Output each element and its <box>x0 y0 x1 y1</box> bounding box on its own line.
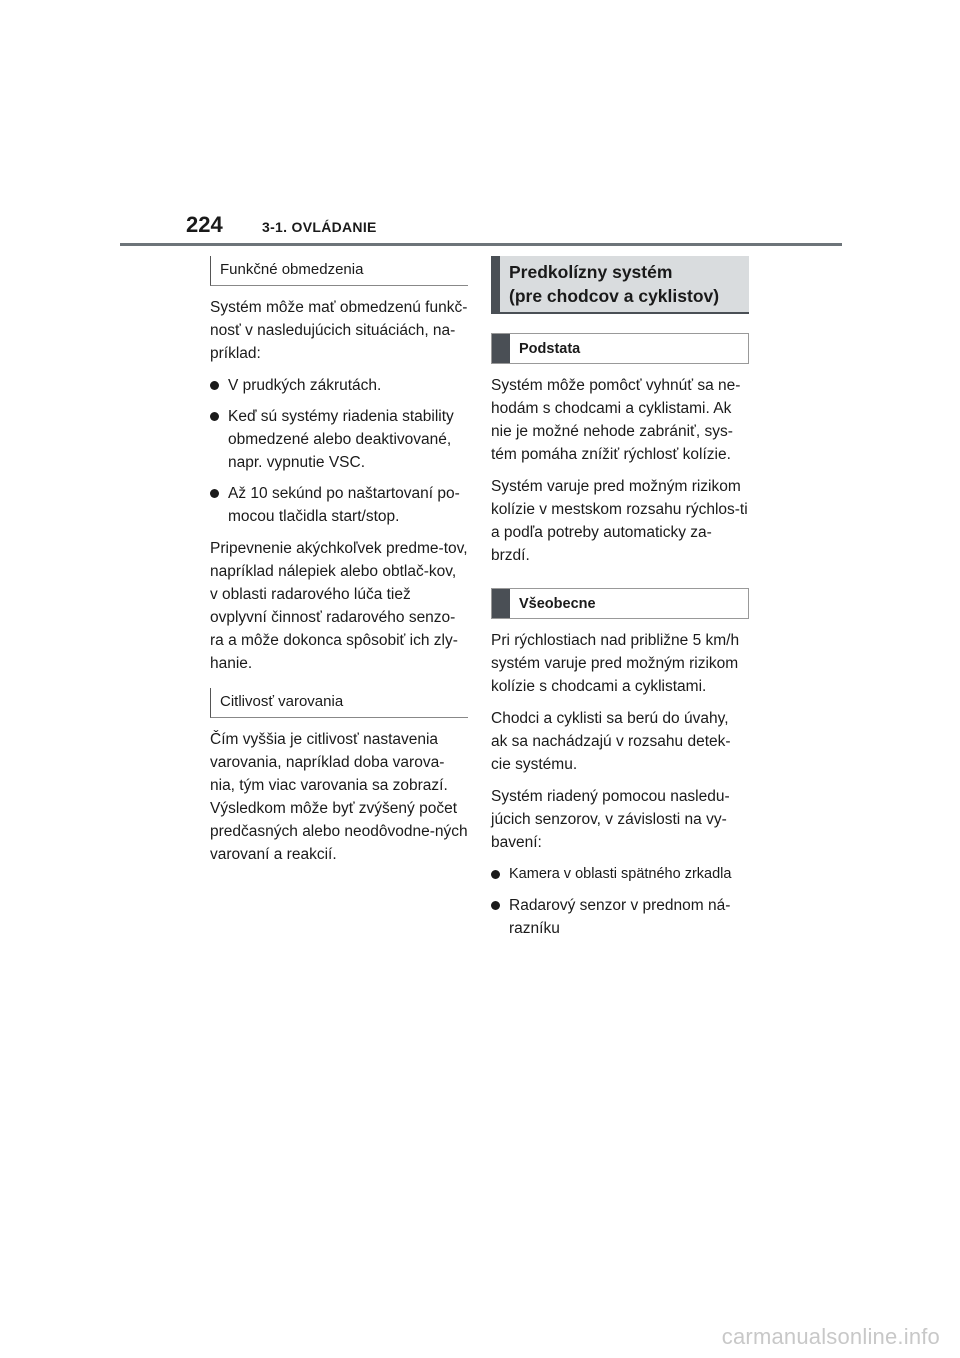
bullet-icon <box>210 412 219 421</box>
watermark: carmanualsonline.info <box>721 1324 940 1349</box>
section-title: 3-1. OVLÁDANIE <box>262 219 377 235</box>
paragraph: Čím vyššia je citlivosť nastavenia varovania, napríklad doba varova-nia, tým viac varovania sa zobrazí. Výsledkom môže byť zvýšený počet predčasných alebo neodôvodne-ných varovaní a reakcií. <box>210 731 468 863</box>
box-tab <box>492 589 510 618</box>
heading-line: (pre chodcov a cyklistov) <box>509 286 720 306</box>
bullet-list <box>210 374 468 528</box>
list-item: V prudkých zákrutách. <box>210 374 468 397</box>
right-column <box>491 256 749 949</box>
box-heading-general <box>491 588 749 619</box>
list-item: Až 10 sekúnd po naštartovaní po-mocou tlačidla start/stop. <box>210 482 468 528</box>
paragraph: Pri rýchlostiach nad približne 5 km/h systém varuje pred možným rizikom kolízie s chodcami a cyklistami. <box>491 632 740 695</box>
heading-tab <box>491 256 500 312</box>
bullet-icon <box>210 381 219 390</box>
header-divider <box>120 243 842 246</box>
paragraph: Systém riadený pomocou nasledu-júcich senzorov, v závislosti na vy-bavení: <box>491 788 730 851</box>
subheading-warning-sensitivity: Citlivosť varovania <box>210 688 468 718</box>
list-item: Radarový senzor v prednom ná-razníku <box>491 894 749 940</box>
subheading-functional-limits: Funkčné obmedzenia <box>210 256 468 286</box>
paragraph: Chodci a cyklisti sa berú do úvahy, ak sa nachádzajú v rozsahu detek-cie systému. <box>491 710 731 773</box>
list-item: Kamera v oblasti spätného zrkadla <box>491 863 749 886</box>
box-heading-label: Všeobecne <box>519 595 596 612</box>
paragraph: Systém môže pomôcť vyhnúť sa ne-hodám s chodcami a cyklistami. Ak nie je možné nehode zabrániť, sys-tém pomáha znížiť rýchlosť kolízie. <box>491 377 741 463</box>
bullet-icon <box>491 901 500 910</box>
bullet-icon <box>210 489 219 498</box>
bullet-list <box>491 863 749 940</box>
list-item: Keď sú systémy riadenia stability obmedzené alebo deaktivované, napr. vypnutie VSC. <box>210 405 468 474</box>
paragraph: Systém môže mať obmedzenú funkč-nosť v nasledujúcich situáciách, na-príklad: <box>210 299 468 362</box>
page-number: 224 <box>186 212 223 237</box>
box-tab <box>492 334 510 363</box>
box-heading-label: Podstata <box>519 340 581 357</box>
main-heading <box>491 256 749 314</box>
paragraph: Systém varuje pred možným rizikom kolízie v mestskom rozsahu rýchlos-ti a podľa potreby automaticky za-brzdí. <box>491 478 748 564</box>
paragraph: Pripevnenie akýchkoľvek predme-tov, napríklad nálepiek alebo obtlač-kov, v oblasti radarového lúča tiež ovplyvní činnosť radarového senzo-ra a môže dokonca spôsobiť ich zly-hanie. <box>210 540 468 672</box>
heading-line: Predkolízny systém <box>509 262 673 282</box>
left-column <box>210 256 468 875</box>
box-heading-basics <box>491 333 749 364</box>
bullet-icon <box>491 870 500 879</box>
